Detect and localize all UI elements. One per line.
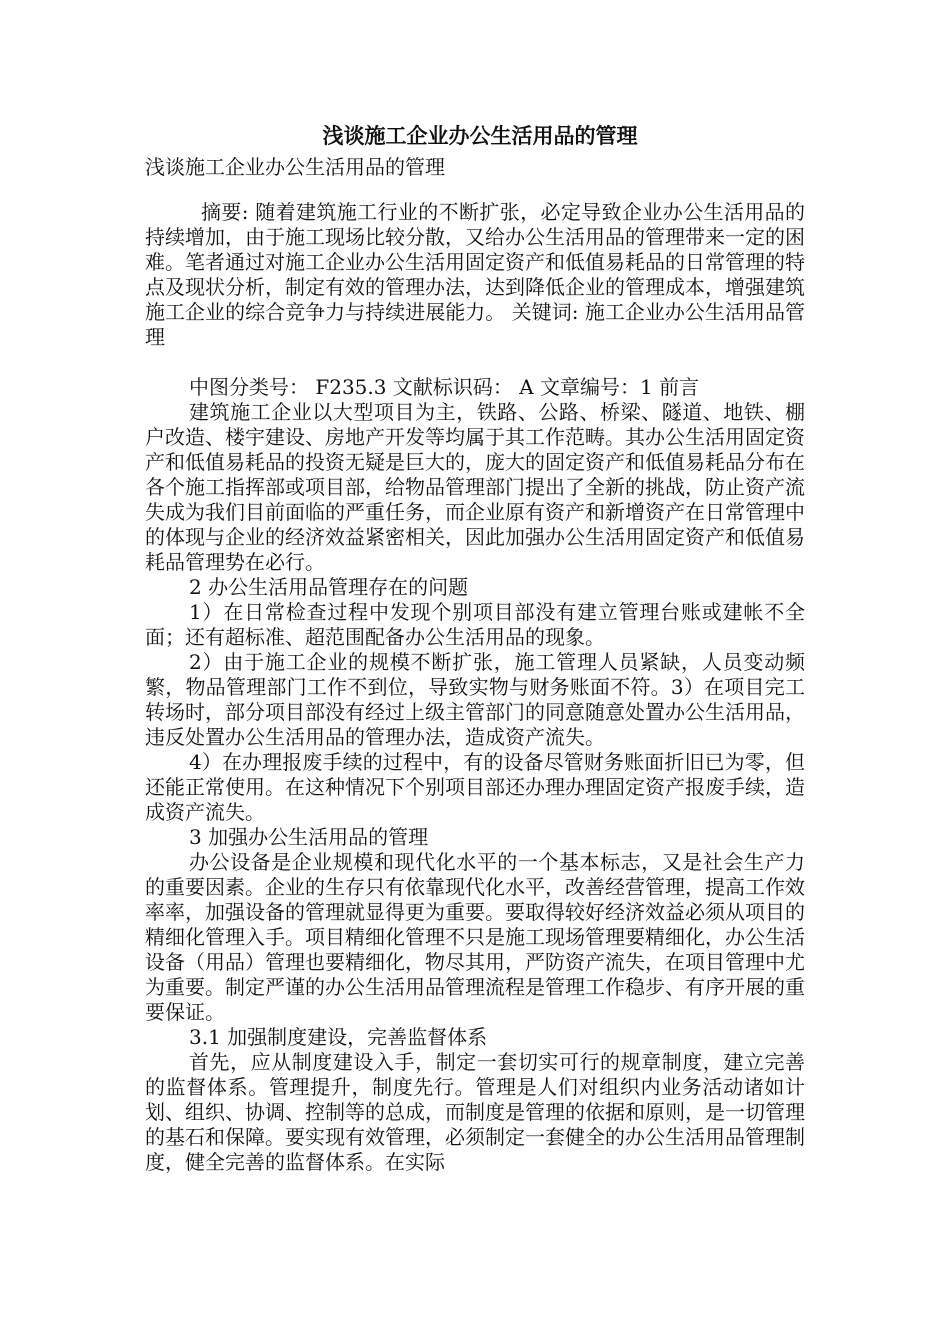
body-paragraph: 办公设备是企业规模和现代化水平的一个基本标志，又是社会生产力的重要因素。企业的生存只有依靠现代化水平，改善经营管理，提高工作效率率，加强设备的管理就显得更为重要。要取得较好经济效益必须从项目的精细化管理入手。项目精细化管理不只是施工现场管理要精细化，办公生活设备（用品）管理也要精细化，物尽其用，严防资产流失，在项目管理中尤为重要。制定严谨的办公生活用品管理流程是管理工作稳步、有序开展的重要保证。 <box>145 850 805 1024</box>
body-paragraph: 4）在办理报废手续的过程中，有的设备尽管财务账面折旧已为零，但还能正常使用。在这种情况下个别项目部还办理办理固定资产报废手续，造成资产流失。 <box>145 750 805 824</box>
body-paragraph: 首先，应从制度建设入手，制定一套切实可行的规章制度，建立完善的监督体系。管理提升，制度先行。管理是人们对组织内业务活动诸如计划、组织、协调、控制等的总成，而制度是管理的依据和原则，是一切管理的基石和保障。要实现有效管理，必须制定一套健全的办公生活用品管理制度，健全完善的监督体系。在实际 <box>145 1050 805 1174</box>
document-page <box>145 120 805 1175</box>
document-subtitle: 浅谈施工企业办公生活用品的管理 <box>145 155 445 179</box>
section-heading: 3 加强办公生活用品的管理 <box>189 825 429 849</box>
section-heading: 2 办公生活用品管理存在的问题 <box>189 575 469 599</box>
document-title: 浅谈施工企业办公生活用品的管理 <box>322 123 638 148</box>
subsection-heading: 3.1 加强制度建设，完善监督体系 <box>189 1025 488 1049</box>
body-paragraph: 建筑施工企业以大型项目为主，铁路、公路、桥梁、隧道、地铁、棚户改造、楼宇建设、房地产开发等均属于其工作范畴。其办公生活用固定资产和低值易耗品的投资无疑是巨大的，庞大的固定资产和低值易耗品分布在各个施工指挥部或项目部，给物品管理部门提出了全新的挑战，防止资产流失成为我们目前面临的严重任务，而企业原有资产和新增资产在日常管理中的体现与企业的经济效益紧密相关，因此加强办公生活用固定资产和低值易耗品管理势在必行。 <box>145 400 805 574</box>
body-paragraph: 2）由于施工企业的规模不断扩张，施工管理人员紧缺，人员变动频繁，物品管理部门工作不到位，导致实物与财务账面不符。3）在项目完工转场时，部分项目部没有经过上级主管部门的同意随意处置办公生活用品，违反处置办公生活用品的管理办法，造成资产流失。 <box>145 650 805 749</box>
classification-line: 中图分类号： F235.3 文献标识码： A 文章编号：1 前言 <box>189 375 700 399</box>
abstract-paragraph: 摘要: 随着建筑施工行业的不断扩张，必定导致企业办公生活用品的持续增加，由于施工现场比较分散，又给办公生活用品的管理带来一定的困难。笔者通过对施工企业办公生活用固定资产和低值易耗品的日常管理的特点及现状分析，制定有效的管理办法，达到降低企业的管理成本，增强建筑施工企业的综合竞争力与持续进展能力。 关键词: 施工企业办公生活用品管理 <box>145 200 805 349</box>
body-paragraph: 1）在日常检查过程中发现个别项目部没有建立管理台账或建帐不全面；还有超标准、超范围配备办公生活用品的现象。 <box>145 600 805 649</box>
